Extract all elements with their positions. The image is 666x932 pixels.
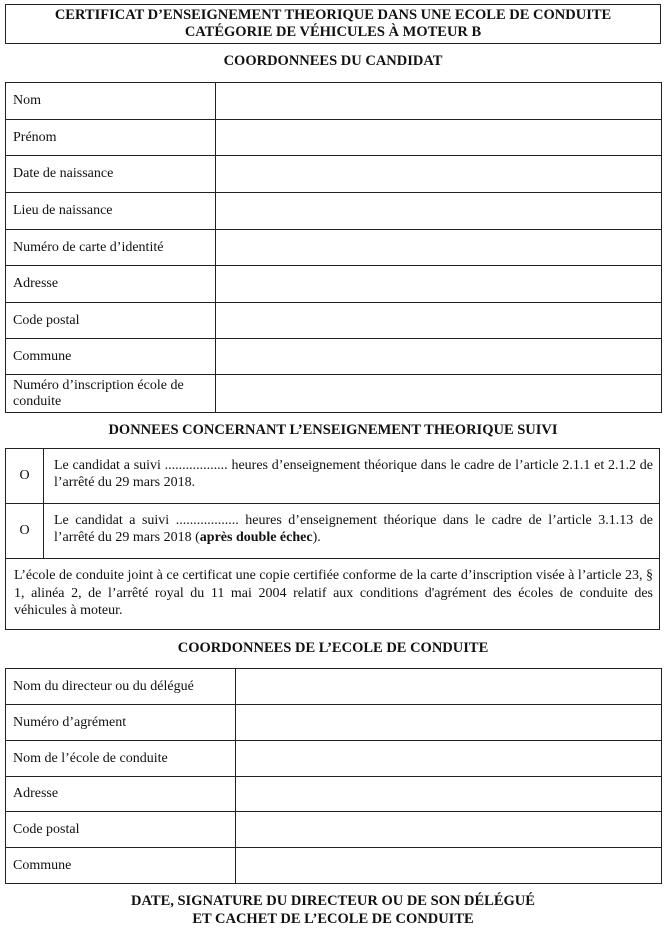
candidate-row-id-card [6,230,662,266]
label-school-address: Adresse [6,777,236,812]
option-row-2 [6,504,659,559]
title-line-1: CERTIFICAT D’ENSEIGNEMENT THEORIQUE DANS UNE ECOLE DE CONDUITE [54,7,612,23]
field-birthdate[interactable] [216,156,662,193]
signature-line-1: DATE, SIGNATURE DU DIRECTEUR OU DE SON DÉLÉGUÉ [131,893,535,909]
field-school-address[interactable] [236,777,662,812]
candidate-row-registration [6,375,662,413]
label-director: Nom du directeur ou du délégué [6,669,236,705]
school-row-postal-code [6,812,662,848]
field-address[interactable] [216,266,662,303]
field-nom[interactable] [216,83,662,120]
field-birthplace[interactable] [216,193,662,230]
label-birthdate: Date de naissance [6,156,216,193]
label-commune: Commune [6,339,216,375]
certificate-title [5,4,661,44]
label-nom: Nom [6,83,216,120]
option-2-text-end: ). [312,530,321,545]
title-line-2: CATÉGORIE DE VÉHICULES À MOTEUR B [184,24,482,40]
school-table [5,668,662,884]
label-school-name: Nom de l’école de conduite [6,741,236,777]
label-school-commune: Commune [6,848,236,884]
candidate-row-nom [6,83,662,120]
candidate-section-heading: COORDONNEES DU CANDIDAT [223,53,443,69]
option-row-1 [6,449,659,504]
label-registration: Numéro d’inscription école de conduite [6,375,216,413]
field-commune[interactable] [216,339,662,375]
label-birthplace: Lieu de naissance [6,193,216,230]
field-registration[interactable] [216,375,662,413]
label-address: Adresse [6,266,216,303]
option-2-text-emphasis: après double échec [199,530,313,545]
signature-line-2: ET CACHET DE L’ECOLE DE CONDUITE [192,911,474,927]
field-school-name[interactable] [236,741,662,777]
candidate-row-birthplace [6,193,662,230]
field-school-commune[interactable] [236,848,662,884]
teaching-note: L’école de conduite joint à ce certificat une copie certifiée conforme de la carte d’inscription visée à l’article 23, § 1, alinéa 2, de l’arrêté royal du 11 mai 2004 relatif aux conditions d'agrément des écoles de conduite des véhicules à moteur. [14,568,653,618]
label-postal-code: Code postal [6,303,216,339]
label-school-postal-code: Code postal [6,812,236,848]
option-1-marker[interactable]: O [6,449,44,503]
label-prenom: Prénom [6,120,216,156]
field-prenom[interactable] [216,120,662,156]
field-postal-code[interactable] [216,303,662,339]
teaching-section-heading: DONNEES CONCERNANT L’ENSEIGNEMENT THEORIQUE SUIVI [108,422,558,438]
label-id-card: Numéro de carte d’identité [6,230,216,266]
school-row-commune [6,848,662,884]
teaching-options [5,448,660,630]
school-row-approval [6,705,662,741]
field-id-card[interactable] [216,230,662,266]
school-row-director [6,669,662,705]
candidate-row-postal-code [6,303,662,339]
option-1-text: Le candidat a suivi .................. heures d’enseignement théorique dans le cadre de l’article 2.1.1 et 2.1.2 de l’arrêté du 29 mars 2018. [54,458,653,490]
field-approval[interactable] [236,705,662,741]
candidate-row-commune [6,339,662,375]
school-section-heading: COORDONNEES DE L’ECOLE DE CONDUITE [177,640,489,656]
school-row-name [6,741,662,777]
option-2-text-main: Le candidat a suivi .................. heures d’enseignement théorique dans le cadre de l’article 3.1.13 de l’arrêté du 29 mars 2018 ( [54,513,653,545]
candidate-row-birthdate [6,156,662,193]
label-approval: Numéro d’agrément [6,705,236,741]
field-director[interactable] [236,669,662,705]
school-row-address [6,777,662,812]
option-2-marker[interactable]: O [6,504,44,558]
field-school-postal-code[interactable] [236,812,662,848]
option-2-text [44,504,659,558]
candidate-row-address [6,266,662,303]
candidate-row-prenom [6,120,662,156]
candidate-table [5,82,662,413]
signature-heading [0,892,666,928]
